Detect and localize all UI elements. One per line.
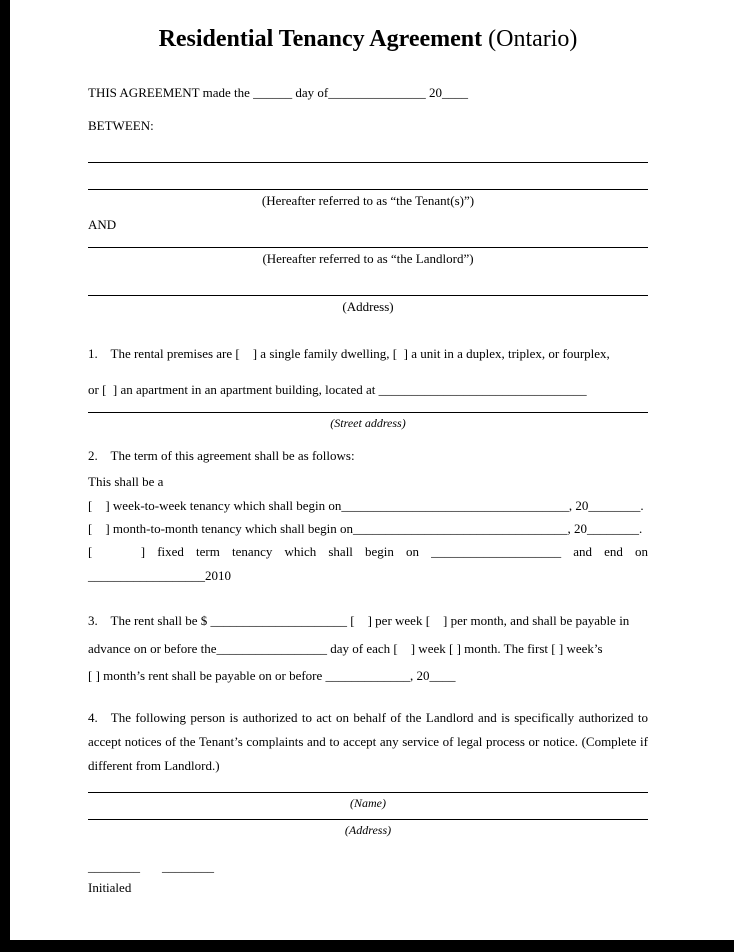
- section2-intro: This shall be a: [88, 474, 164, 489]
- section1-premises-line2: or [ ] an apartment in an apartment building, located at ________________________________: [88, 382, 587, 397]
- section2-month-option: [ ] month-to-month tenancy which shall begin on_________________________________, 20________.: [88, 521, 643, 536]
- agent-name-blank-line: [88, 792, 648, 793]
- section3-rent-line3: [ ] month’s rent shall be payable on or before _____________, 20____: [88, 668, 456, 683]
- title-main: Residential Tenancy Agreement: [158, 26, 483, 52]
- section2-fixed-end-line: __________________2010: [88, 568, 231, 583]
- section3-rent-line2: advance on or before the_________________ day of each [ ] week [ ] month. The first [ ] week’s: [88, 641, 603, 656]
- document-content: [10, 0, 734, 896]
- street-address-caption: (Street address): [330, 416, 406, 430]
- street-address-blank-line: [88, 412, 648, 413]
- section4-agent-paragraph: 4. The following person is authorized to act on behalf of the Landlord and is specifically authorized to accept notices of the Tenant’s complaints and to accept any service of legal process or notice. (Complete if different from Landlord.): [88, 710, 648, 773]
- landlord-name-blank-line: [88, 247, 648, 248]
- tenant-caption: (Hereafter referred to as “the Tenant(s)”): [261, 193, 475, 208]
- between-label: BETWEEN:: [88, 118, 154, 133]
- section3-rent-line1: 3. The rent shall be $ _____________________ [ ] per week [ ] per month, and shall be payable in: [88, 613, 630, 628]
- landlord-address-blank-line: [88, 295, 648, 296]
- section2-fixed-option: [ ] fixed term tenancy which shall begin on ____________________ and end on: [88, 544, 648, 559]
- tenant-name-blank-line-1: [88, 162, 648, 163]
- initial-blanks: [88, 858, 648, 875]
- agent-name-caption: (Name): [350, 796, 386, 810]
- and-label: AND: [88, 217, 117, 232]
- agreement-date-line: THIS AGREEMENT made the ______ day of_______________ 20____: [88, 85, 468, 100]
- initialed-label: Initialed: [88, 880, 132, 895]
- document-page: [10, 0, 734, 940]
- address-caption: (Address): [342, 299, 394, 314]
- document-title: [88, 24, 648, 54]
- agent-address-blank-line: [88, 819, 648, 820]
- section1-premises-line1: 1. The rental premises are [ ] a single family dwelling, [ ] a unit in a duplex, triplex, or fourplex,: [88, 346, 610, 361]
- agent-address-caption: (Address): [344, 823, 392, 837]
- landlord-caption: (Hereafter referred to as “the Landlord”): [262, 251, 474, 266]
- initial-blank-2: ________: [162, 859, 214, 874]
- initial-blank-1: ________: [88, 859, 140, 874]
- section2-week-option: [ ] week-to-week tenancy which shall begin on___________________________________, 20________.: [88, 498, 644, 513]
- title-suffix: (Ontario): [482, 26, 578, 52]
- section2-heading: 2. The term of this agreement shall be as follows:: [88, 448, 355, 463]
- tenant-name-blank-line-2: [88, 189, 648, 190]
